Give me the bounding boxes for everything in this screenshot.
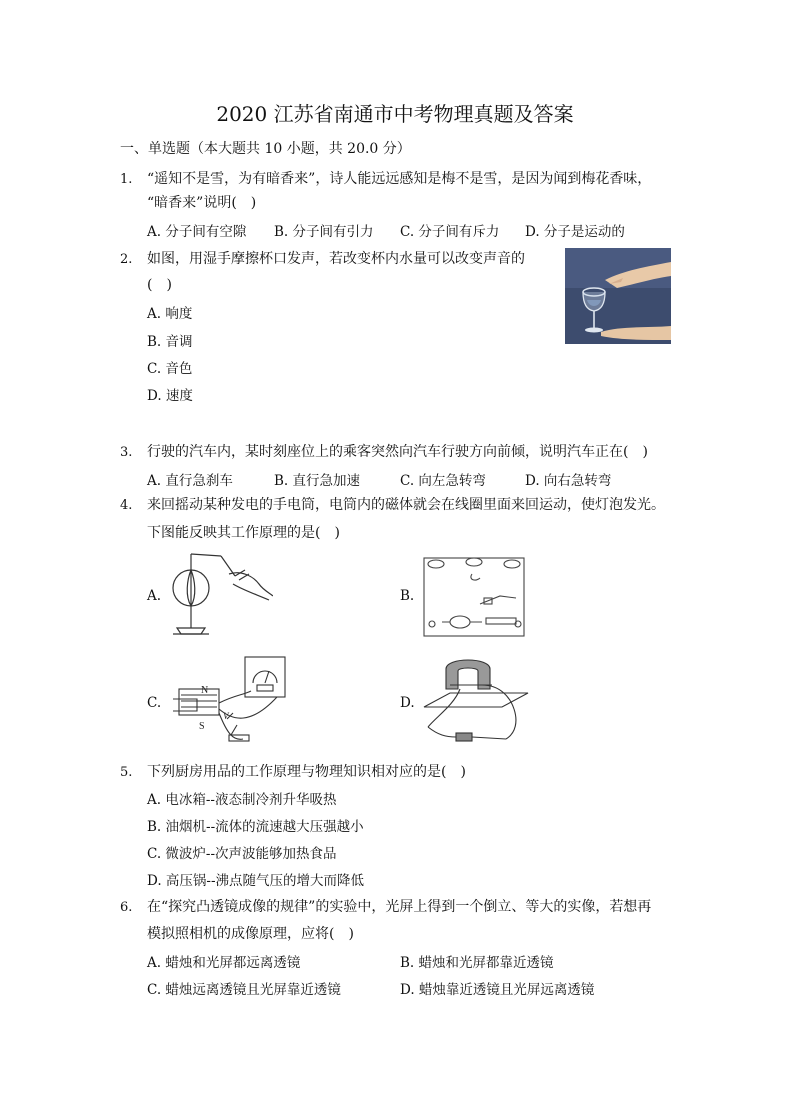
q3-option-d: D. 向右急转弯 xyxy=(525,473,612,489)
q5-option-d: D. 高压锅--沸点随气压的增大而降低 xyxy=(147,873,365,889)
q1-option-c: C. 分子间有斥力 xyxy=(400,224,500,240)
q1-option-b: B. 分子间有引力 xyxy=(274,224,374,240)
q6-line1: 在“探究凸透镜成像的规律”的实验中，光屏上得到一个倒立、等大的实像，若想再 xyxy=(147,899,652,915)
q1-number: 1. xyxy=(120,172,133,187)
q6-option-d: D. 蜡烛靠近透镜且光屏远离透镜 xyxy=(400,982,595,998)
q6-number: 6. xyxy=(120,900,133,915)
q3-option-a: A. 直行急刹车 xyxy=(147,473,233,489)
document-title: 2020 江苏省南通市中考物理真题及答案 xyxy=(216,102,574,126)
q1-line2: “暗香来”说明( ) xyxy=(147,195,257,211)
q6-option-b: B. 蜡烛和光屏都靠近透镜 xyxy=(400,955,554,971)
c-north-label: N xyxy=(201,685,209,696)
q4-label-c: C. xyxy=(147,695,162,711)
q5-option-a: A. 电冰箱--液态制冷剂升华吸热 xyxy=(147,792,337,808)
q3-option-b: B. 直行急加速 xyxy=(274,473,361,489)
q6-option-c: C. 蜡烛远离透镜且光屏靠近透镜 xyxy=(147,982,341,998)
q5-option-b: B. 油烟机--流体的流速越大压强越小 xyxy=(147,819,364,835)
q4-label-d: D. xyxy=(400,695,415,711)
q5-option-c: C. 微波炉--次声波能够加热食品 xyxy=(147,846,337,862)
q3-line1: 行驶的汽车内，某时刻座位上的乘客突然向汽车行驶方向前倾，说明汽车正在( ) xyxy=(147,444,648,460)
q2-line2: ( ) xyxy=(147,277,172,293)
q2-number: 2. xyxy=(120,252,133,267)
q2-option-a: A. 响度 xyxy=(147,306,193,322)
q4-label-a: A. xyxy=(147,588,162,604)
q2-option-c: C. 音色 xyxy=(147,361,193,377)
c-south-label: S xyxy=(199,721,205,732)
q2-line1: 如图，用湿手摩擦杯口发声，若改变杯内水量可以改变声音的 xyxy=(147,251,525,267)
q4-figure-d xyxy=(420,655,532,747)
q2-option-d: D. 速度 xyxy=(147,388,193,404)
q4-figure-b xyxy=(420,552,530,640)
q5-line1: 下列厨房用品的工作原理与物理知识相对应的是( ) xyxy=(147,764,466,780)
q2-option-b: B. 音调 xyxy=(147,334,193,350)
q4-figure-a xyxy=(163,550,273,642)
q2-glass-photo xyxy=(565,248,671,344)
q6-line2: 模拟照相机的成像原理，应将( ) xyxy=(147,926,354,942)
c-velocity-label: V xyxy=(223,711,229,721)
q1-line1: “遥知不是雪，为有暗香来”，诗人能远远感知是梅不是雪，是因为闻到梅花香味， xyxy=(147,171,652,187)
q1-option-d: D. 分子是运动的 xyxy=(525,224,625,240)
q4-number: 4. xyxy=(120,498,133,513)
q1-option-a: A. 分子间有空隙 xyxy=(147,224,247,240)
q6-option-a: A. 蜡烛和光屏都远离透镜 xyxy=(147,955,301,971)
q4-figure-c xyxy=(173,655,293,747)
q4-line1: 来回摇动某种发电的手电筒，电筒内的磁体就会在线圈里面来回运动，使灯泡发光。 xyxy=(147,497,665,513)
q4-line2: 下图能反映其工作原理的是( ) xyxy=(147,525,340,541)
q5-number: 5. xyxy=(120,765,133,780)
q4-label-b: B. xyxy=(400,588,415,604)
q3-option-c: C. 向左急转弯 xyxy=(400,473,486,489)
section-heading: 一、单选题（本大题共 10 小题，共 20.0 分） xyxy=(120,141,411,157)
q3-number: 3. xyxy=(120,445,133,460)
